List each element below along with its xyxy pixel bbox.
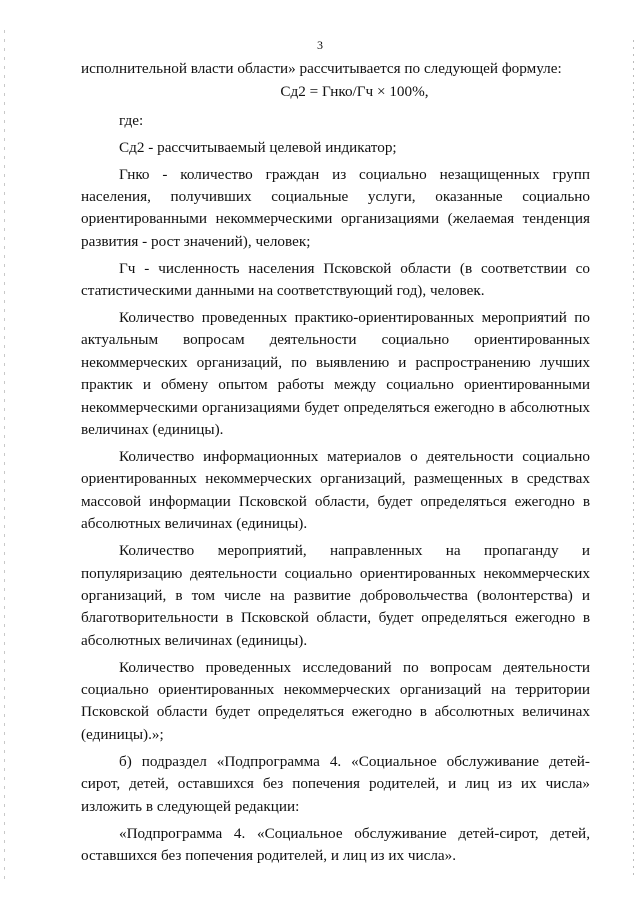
scan-edge-right — [633, 40, 634, 880]
paragraph-events-count: Количество проведенных практико-ориентированных мероприятий по актуальным вопросам деятельности социально ориентированных некоммерческих организаций, по выявлению и распространению лучших практик и обмену опытом работы между социально ориентированными некоммерческими организациями будет определяться ежегодно в абсолютных величинах (единицы). — [81, 309, 590, 439]
formula: Сд2 = Гнко/Гч × 100%, — [280, 83, 429, 101]
paragraph-subprogram-4-title: «Подпрограмма 4. «Социальное обслуживание детей-сирот, детей, оставшихся без попечения родителей, и лиц из их числа». — [81, 824, 590, 864]
document-body — [81, 58, 590, 867]
paragraph-media-materials: Количество информационных материалов о деятельности социально ориентированных некоммерческих организаций, размещенных в средствах массовой информации Псковской области, будет определяться ежегодно в абсолютных величинах (единицы). — [81, 448, 590, 533]
paragraph-sd2-definition: Сд2 - рассчитываемый целевой индикатор; — [119, 138, 397, 156]
paragraph-gch-definition: Гч - численность населения Псковской области (в соответствии со статистическими данными на соответствующий год), человек. — [81, 259, 590, 300]
paragraph-promotion-events: Количество мероприятий, направленных на пропаганду и популяризацию деятельности социально ориентированных некоммерческих организаций, в том числе на развитие добровольчества (волонтерства) и благотворительности в Псковской области, будет определяться ежегодно в абсолютных величинах (единицы). — [81, 542, 590, 649]
paragraph-where: где: — [119, 111, 144, 129]
paragraph-research-count: Количество проведенных исследований по вопросам деятельности социально ориентированных некоммерческих организаций на территории Псковской области будет определяться ежегодно в абсолютных величинах (единицы).»; — [81, 658, 590, 743]
page-number: 3 — [317, 38, 323, 52]
paragraph-subsection-b: б) подраздел «Подпрограмма 4. «Социальное обслуживание детей-сирот, детей, оставшихся без попечения родителей, и лиц из их числа» изложить в следующей редакции: — [81, 752, 590, 815]
scan-edge-left — [4, 30, 5, 880]
paragraph-formula-intro: исполнительной власти области» рассчитывается по следующей формуле: — [81, 60, 562, 77]
paragraph-gnko-definition: Гнко - количество граждан из социально незащищенных групп населения, получивших социальные услуги, оказанные социально ориентированными некоммерческими организациями (желаемая тенденция развития - рост значений), человек; — [81, 165, 590, 250]
